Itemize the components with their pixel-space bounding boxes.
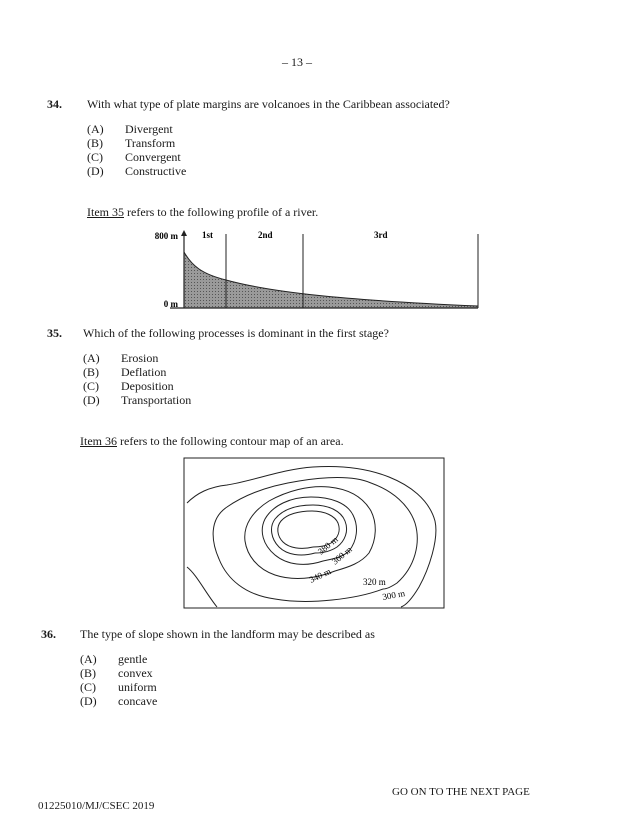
option-36-b[interactable]: (B) convex [80,666,153,680]
label-320m: 320 m [363,577,386,587]
question-34-number: 34. [47,97,62,111]
contour-map [183,457,445,609]
option-36-c[interactable]: (C) uniform [80,680,157,694]
contour-map-frame [184,458,444,608]
label-340m: 340 m [307,566,333,585]
question-36-text: The type of slope shown in the landform may be described as [80,627,375,641]
label-360m: 360 m [329,544,354,567]
option-34-c[interactable]: (C) Convergent [87,150,181,164]
profile-bottom-label: 0 m [163,299,178,309]
label-300m: 300 m [381,588,406,602]
question-34-options [87,122,186,178]
next-page-notice: GO ON TO THE NEXT PAGE [392,786,530,798]
river-profile-diagram [140,222,490,314]
river-profile-fill [184,252,478,308]
question-35-options [83,351,191,407]
stage-label-1st: 1st [202,230,213,240]
option-35-d[interactable]: (D) Transportation [83,393,192,407]
option-34-d[interactable]: (D) Constructive [87,164,187,178]
option-34-a[interactable]: (A) Divergent [87,122,173,136]
option-35-b[interactable]: (B) Deflation [83,365,167,379]
contour-340m [245,487,376,579]
option-36-d[interactable]: (D) concave [80,694,158,708]
question-35-number: 35. [47,326,62,340]
stage-label-2nd: 2nd [258,230,273,240]
question-34-text: With what type of plate margins are volcanoes in the Caribbean associated? [87,97,450,111]
profile-top-label: 800 m [154,231,178,241]
stage-label-3rd: 3rd [374,230,388,240]
item-36-reference: Item 36 refers to the following contour map of an area. [80,434,344,448]
item-35-reference: Item 35 refers to the following profile of a river. [87,205,319,219]
contour-300m [187,466,436,607]
option-35-a[interactable]: (A) Erosion [83,351,159,365]
option-34-b[interactable]: (B) Transform [87,136,176,150]
option-35-c[interactable]: (C) Deposition [83,379,174,393]
page-number: – 13 – [282,55,312,69]
paper-code: 01225010/MJ/CSEC 2019 [38,800,155,812]
question-36-options [80,652,157,708]
question-35-text: Which of the following processes is dominant in the first stage? [83,326,389,340]
option-36-a[interactable]: (A) gentle [80,652,148,666]
label-380m: 380 m [315,534,340,557]
question-36-number: 36. [41,627,56,641]
axis-arrow-icon [181,230,187,236]
